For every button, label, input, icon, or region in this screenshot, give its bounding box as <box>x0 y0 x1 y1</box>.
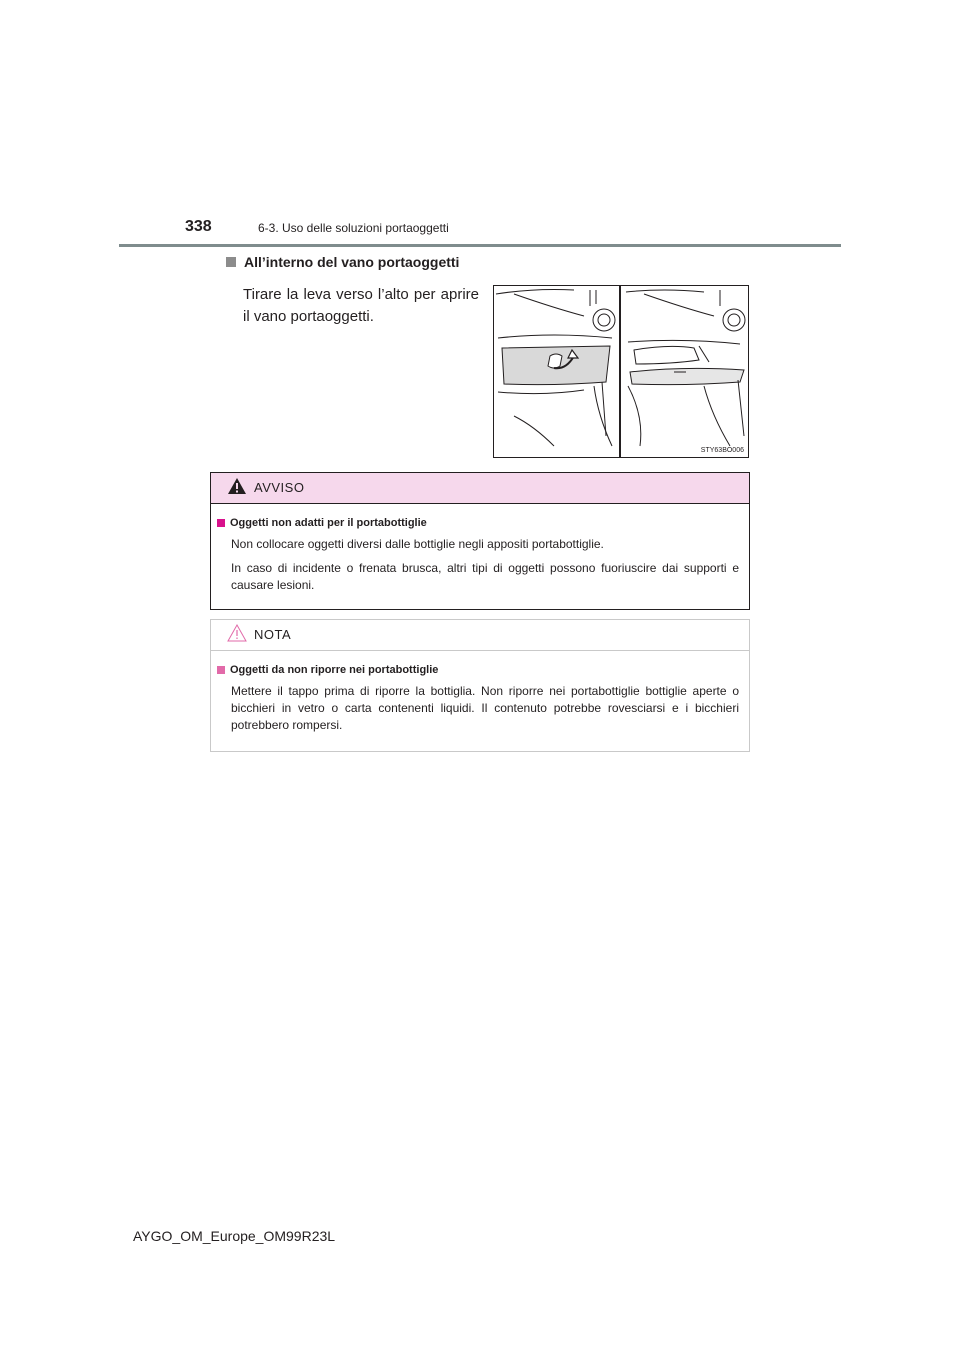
sub-heading-text: All’interno del vano portaoggetti <box>244 254 460 270</box>
warning-paragraph: In caso di incidente o frenata brusca, altri tipi di oggetti possono fuoriuscire dai supporti e causare lesioni. <box>231 561 739 592</box>
warning-header <box>211 473 749 504</box>
caution-outline-icon <box>227 624 247 642</box>
warning-paragraph: Non collocare oggetti diversi dalle bottiglie negli appositi portabottiglie. <box>231 537 604 551</box>
warning-item-title <box>217 517 427 529</box>
note-item-title-text: Oggetti da non riporre nei portabottiglie <box>230 664 439 676</box>
warning-box <box>210 472 750 610</box>
header-rule <box>119 244 841 247</box>
instruction-text: Tirare la leva verso l’alto per aprire il vano portaoggetti. <box>243 286 479 325</box>
note-bullet-icon <box>217 666 225 674</box>
note-header <box>211 620 749 651</box>
warning-label: AVVISO <box>254 480 305 495</box>
page-number: 338 <box>185 218 212 235</box>
note-label: NOTA <box>254 627 292 642</box>
section-title: 6-3. Uso delle soluzioni portaoggetti <box>258 221 449 235</box>
figure-code: STY63BO006 <box>700 447 744 454</box>
glovebox-illustration <box>493 285 749 458</box>
note-paragraph: Mettere il tappo prima di riporre la bottiglia. Non riporre nei portabottiglie bottiglie aperte o bicchieri in vetro o carta contenenti liquidi. Il contenuto potrebbe rovesciarsi e i bicchieri potrebbero rompersi. <box>231 684 739 732</box>
note-item-title <box>217 664 438 676</box>
note-box <box>210 619 750 752</box>
sub-heading <box>226 254 459 270</box>
warning-triangle-icon <box>227 477 247 495</box>
heading-bullet-icon <box>226 257 236 267</box>
warning-bullet-icon <box>217 519 225 527</box>
warning-item-title-text: Oggetti non adatti per il portabottiglie <box>230 517 427 529</box>
footer-doc-id: AYGO_OM_Europe_OM99R23L <box>133 1228 336 1244</box>
